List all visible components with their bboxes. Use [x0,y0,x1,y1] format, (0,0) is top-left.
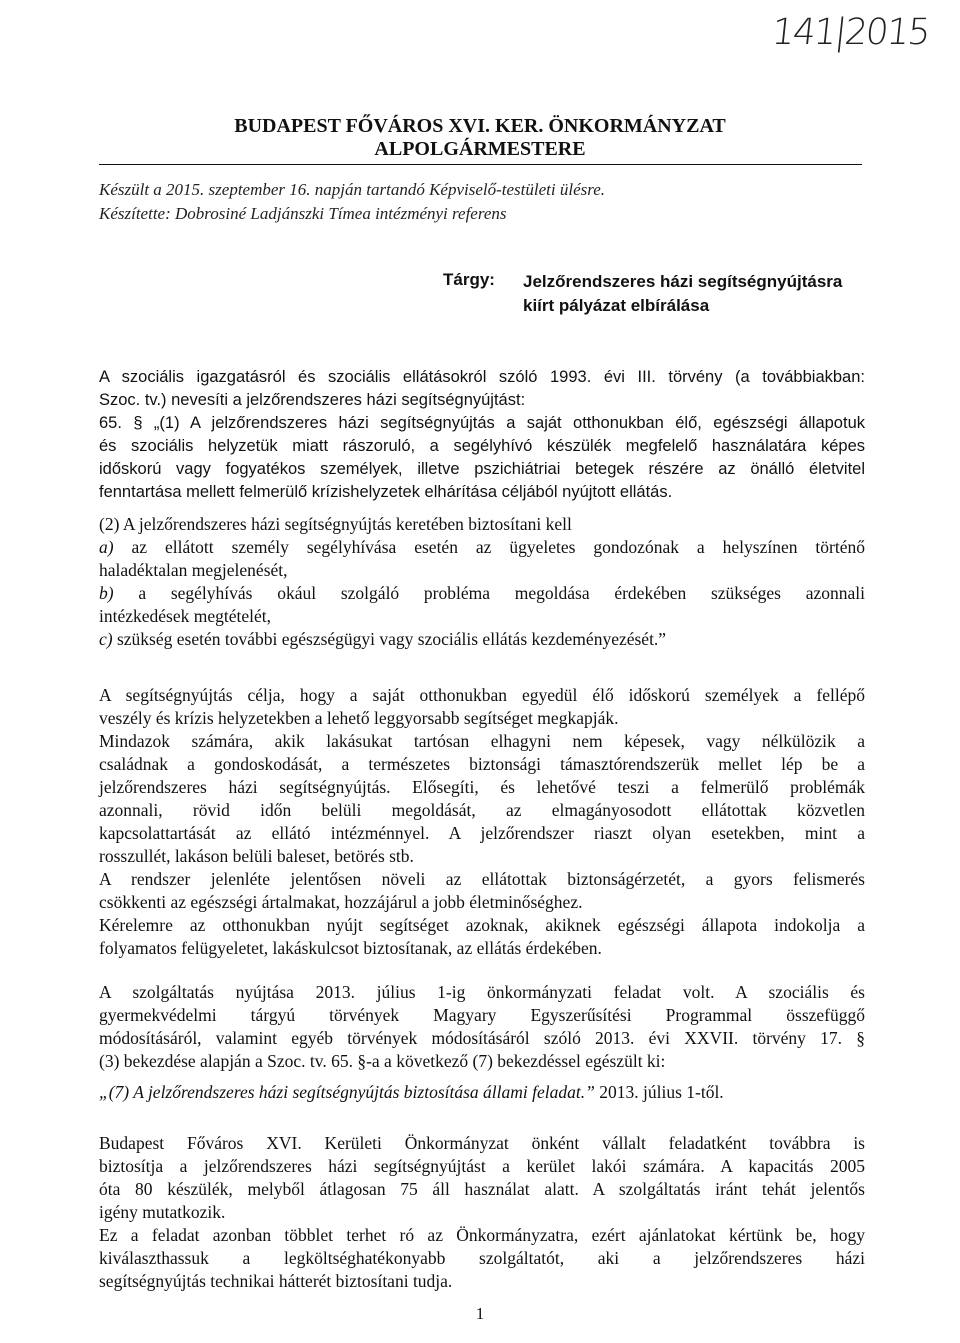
text-line: fenntartása mellett felmerülő krízishelyzetek elhárítása céljából nyújtott ellátás. [99,483,673,501]
text-line: kapcsolattartását az ellátó intézménnyel. A jelzőrendszer riaszt olyan esetekben, mint a [99,823,865,843]
amendment-date: 2013. július 1-től. [594,1082,724,1102]
item-text: a segélyhívás okául szolgáló probléma megoldása érdekében szükséges azonnali [113,583,865,603]
handwritten-registration-number: 141|2015 [769,12,931,53]
text-line: csökkenti az egészségi ártalmakat, hozzájárul a jobb életminőséghez. [99,892,583,912]
document-header-line2: ALPOLGÁRMESTERE [374,138,586,160]
text-line: Szoc. tv.) nevesíti a jelzőrendszeres házi segítségnyújtást: [99,391,526,409]
text-line: óta 80 készülék, melyből átlagosan 75 áll használat alatt. A szolgáltatás iránt tehát jelentős [99,1179,865,1199]
text-line: Budapest Főváros XVI. Kerületi Önkormányzat önként vállalt feladatként továbbra is [99,1133,865,1153]
quoted-amendment [99,1081,865,1104]
text-line: gyermekvédelmi tárgyú törvények Magyary Egyszerűsítési Programmal összefüggő [99,1005,865,1025]
text-line: módosításáról, valamint egyéb törvények módosításáról szóló 2013. évi XXVII. törvény 17. § [99,1028,865,1048]
law-item-b [99,582,865,605]
text-line: és szociális helyzetük miatt rászoruló, a segélyhívó készülék megfelelő használatára képes [99,437,865,455]
subject-line: kiírt pályázat elbírálása [523,296,710,315]
body-paragraph-3 [99,1132,865,1293]
item-label: a) [99,537,114,557]
text-line: folyamatos felügyeletet, lakáskulcsot biztosítanak, az ellátás érdekében. [99,938,602,958]
text-line: A szociális igazgatásról és szociális ellátásokról szóló 1993. évi III. törvény (a továbbiakban: [99,368,865,386]
text-line: jelzőrendszeres házi segítségnyújtás. Elősegíti, és lehetővé teszi a felmerülő problémák [99,777,865,797]
text-line [99,1081,865,1104]
text-line: Kérelemre az otthonukban nyújt segítséget azoknak, akiknek egészségi állapota indokolja a [99,915,865,935]
text-line: rosszullét, lakáson belüli baleset, betörés stb. [99,846,414,866]
meeting-note: Készült a 2015. szeptember 16. napján tartandó Képviselő-testületi ülésre. [99,180,606,199]
header-divider [99,164,862,165]
text-line: igény mutatkozik. [99,1202,226,1222]
text-line: Mindazok számára, akik lakásukat tartósan elhagyni nem képesek, vagy nélkülözik a [99,731,865,751]
subject-text [523,270,842,318]
document-header-line1: BUDAPEST FŐVÁROS XVI. KER. ÖNKORMÁNYZAT [234,115,726,137]
text-line: biztosítja a jelzőrendszeres házi segítségnyújtást a kerület lakói számára. A kapacitás 2005 [99,1156,865,1176]
text-line: haladéktalan megjelenését, [99,560,288,580]
body-paragraph-1 [99,684,865,960]
text-line: Ez a feladat azonban többlet terhet ró az Önkormányzatra, ezért ajánlatokat kértünk be, hogy [99,1225,865,1245]
text-line: (3) bekezdése alapján a Szoc. tv. 65. §-a a következő (7) bekezdéssel egészült ki: [99,1051,666,1071]
text-line: családnak a gondoskodását, a természetes biztonsági támasztórendszerük mellet lép be a [99,754,865,774]
text-line: intézkedések megtételét, [99,606,272,626]
text-line: 65. § „(1) A jelzőrendszeres házi segítségnyújtás a saját otthonukban élő, egészségi állapotuk [99,414,865,432]
item-text: szükség esetén további egészségügyi vagy szociális ellátás kezdeményezését.” [112,629,667,649]
text-line: kiválaszthassuk a legköltséghatékonyabb szolgáltatót, aki a jelzőrendszeres házi [99,1248,865,1268]
author-note: Készítette: Dobrosiné Ladjánszki Tímea intézményi referens [99,204,507,223]
law-section [99,513,865,651]
law-item-a [99,536,865,559]
subject-label: Tárgy: [443,270,495,289]
text-line: A rendszer jelenléte jelentősen növeli az ellátottak biztonságérzetét, a gyors felismerés [99,869,865,889]
item-label: c) [99,629,113,649]
text-line: veszély és krízis helyzetekben a lehető leggyorsabb segítséget megkapják. [99,708,619,728]
law-item-c [99,628,865,651]
item-text: az ellátott személy segélyhívása esetén az ügyeletes gondozónak a helyszínen történő [113,537,865,557]
intro-paragraph [99,366,865,504]
subject-line: Jelzőrendszeres házi segítségnyújtásra [523,272,843,291]
text-line: A segítségnyújtás célja, hogy a saját otthonukban egyedül élő időskorú személyek a fellépő [99,685,865,705]
text-line: A szolgáltatás nyújtása 2013. július 1-ig önkormányzati feladat volt. A szociális és [99,982,865,1002]
text-line: azonnali, rövid időn belüli megoldását, az elmagányosodott ellátottak közvetlen [99,800,865,820]
text-line: időskorú vagy fogyatékos személyek, illetve pszichiátriai betegek részére az önálló életvitel [99,460,865,478]
amendment-italic: „(7) A jelzőrendszeres házi segítségnyújtás biztosítása állami feladat.” [99,1082,595,1102]
item-label: b) [99,583,114,603]
text-line: (2) A jelzőrendszeres házi segítségnyújtás keretében biztosítani kell [99,514,572,534]
text-line: segítségnyújtás technikai hátterét biztosítani tudja. [99,1271,453,1291]
body-paragraph-2 [99,981,865,1073]
page-number: 1 [475,1304,485,1323]
